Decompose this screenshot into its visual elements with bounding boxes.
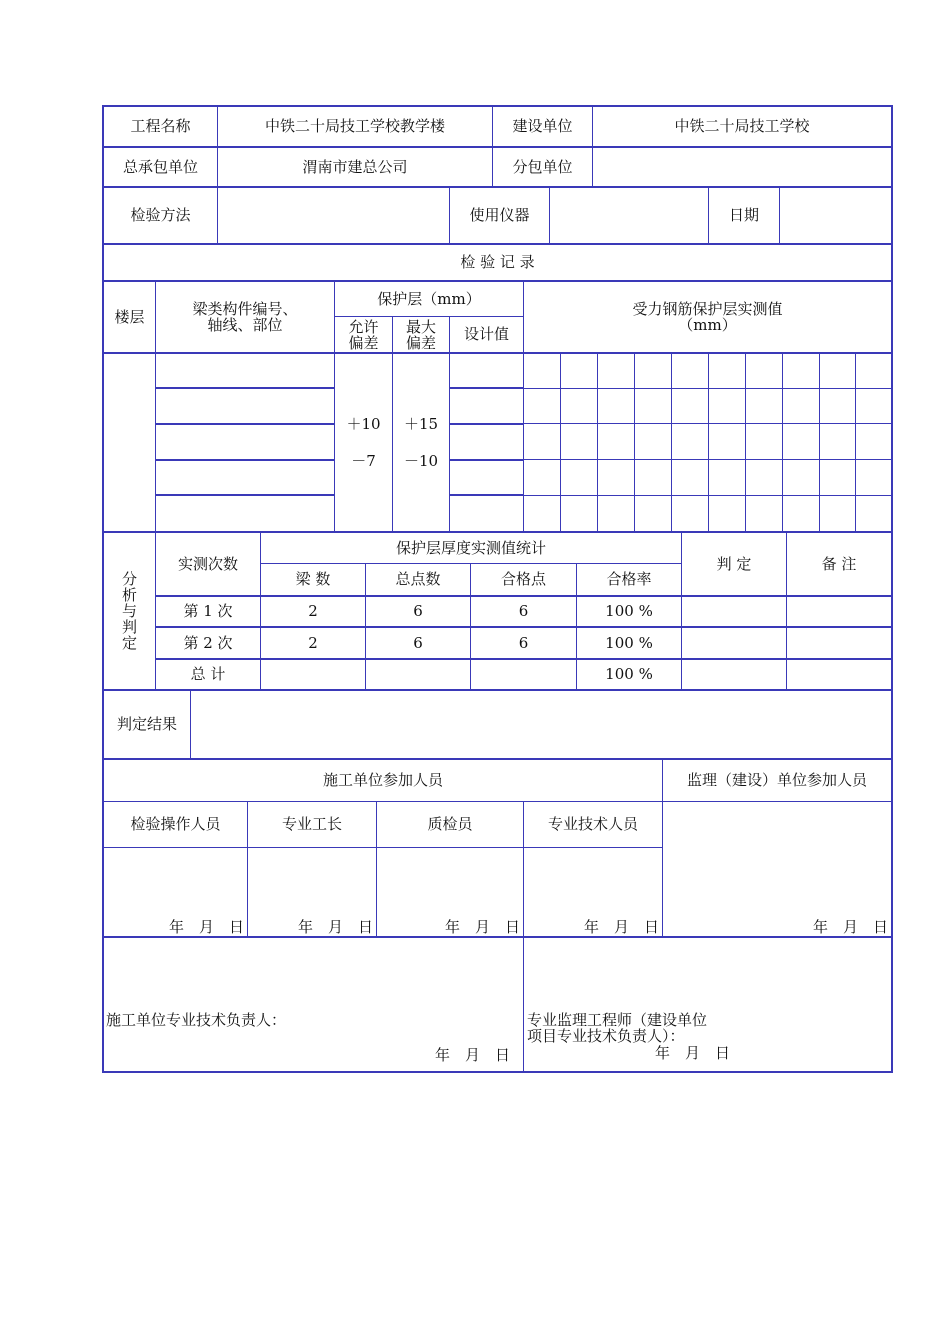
row-divider (449, 459, 523, 461)
row-divider (449, 423, 523, 425)
row-beams (261, 660, 365, 689)
row-pass (471, 660, 576, 689)
col-divider (782, 352, 783, 531)
row-total: 6 (413, 602, 423, 620)
member-label-line1: 梁类构件编号、 (192, 300, 298, 318)
row-divider (155, 494, 334, 496)
col-rate: 合格率 (606, 570, 652, 588)
row-divider (449, 494, 523, 496)
col-divider (671, 352, 672, 531)
measured-label (524, 282, 891, 352)
cover-label: 保护层（mm） (377, 289, 481, 308)
col-beams: 梁 数 (295, 570, 331, 588)
col-divider (819, 352, 820, 531)
analysis-side-label (104, 533, 155, 689)
stats-title: 保护层厚度实测值统计 (395, 538, 546, 557)
project-name-label: 工程名称 (130, 117, 191, 135)
floor-label: 楼层 (114, 307, 145, 326)
construction-tech-lead-label: 施工单位专业技术负责人： (106, 1010, 287, 1029)
row-divider (449, 387, 523, 389)
side-char: 析 (121, 586, 137, 604)
col-divider (708, 352, 709, 531)
subcontractor-value[interactable] (593, 148, 891, 186)
col-divider (597, 352, 598, 531)
row-total (366, 660, 470, 689)
contractor-value: 渭南市建总公司 (302, 157, 408, 176)
max-plus: ＋15 (403, 414, 439, 433)
row-divider (155, 423, 334, 425)
technician-date: 年 月 日 (583, 917, 659, 936)
row-rate: 100 % (605, 665, 653, 683)
col-divider (523, 936, 524, 1072)
row-beams: 2 (308, 602, 318, 620)
row-divider (102, 847, 663, 848)
table-border-bottom (102, 1071, 893, 1073)
col-divider (634, 352, 635, 531)
col-pass: 合格点 (500, 570, 546, 588)
method-value[interactable] (218, 188, 449, 243)
allow-deviation-label (335, 317, 392, 352)
col-total: 总点数 (395, 570, 441, 588)
row-total: 6 (413, 633, 423, 652)
record-title: 检 验 记 录 (460, 253, 535, 271)
measured-line2: （mm） (678, 316, 737, 334)
col-divider (745, 352, 746, 531)
foreman-label: 专业工长 (281, 815, 342, 833)
side-char: 定 (121, 634, 137, 652)
foreman-date: 年 月 日 (297, 917, 373, 936)
project-name-value: 中铁二十局技工学校教学楼 (264, 117, 445, 135)
builder-label: 建设单位 (512, 117, 573, 135)
supervision-line1: 专业监理工程师（建设单位 (527, 1011, 708, 1029)
allow-line2: 偏差 (348, 333, 379, 352)
row-divider (102, 352, 893, 354)
row-rate: 100 % (605, 602, 653, 620)
row-beams: 2 (308, 633, 318, 652)
instrument-label: 使用仪器 (469, 206, 530, 224)
count-label: 实测次数 (177, 554, 238, 573)
measured-line1: 受力钢筋保护层实测值 (632, 300, 783, 318)
builder-value: 中铁二十局技工学校 (674, 117, 810, 135)
row-label: 第 1 次 (183, 602, 233, 620)
max-line2: 偏差 (405, 333, 436, 352)
result-label: 判定结果 (116, 715, 177, 733)
note-label: 备 注 (821, 554, 857, 573)
date-value[interactable] (780, 188, 891, 243)
operator-label: 检验操作人员 (130, 815, 221, 833)
member-label-line2: 轴线、部位 (207, 316, 283, 334)
side-char: 与 (121, 602, 137, 620)
row-pass: 6 (518, 633, 529, 652)
row-divider (155, 387, 334, 389)
member-label (156, 282, 334, 352)
inspector-label: 质检员 (427, 815, 473, 833)
judge-label: 判 定 (716, 554, 752, 573)
row-divider (155, 459, 334, 461)
side-char: 判 (121, 618, 137, 636)
supervision-engineer-date: 年 月 日 (654, 1043, 730, 1062)
supervision-title: 监理（建设）单位参加人员 (686, 771, 867, 789)
col-divider (855, 352, 856, 531)
date-label: 日期 (728, 206, 759, 224)
design-value-label: 设计值 (463, 325, 509, 343)
row-pass: 6 (518, 602, 529, 620)
max-line1: 最大 (405, 317, 436, 336)
method-label: 检验方法 (130, 206, 191, 224)
contractor-label: 总承包单位 (122, 157, 198, 176)
row-rate: 100 % (605, 633, 653, 652)
operator-date: 年 月 日 (168, 917, 244, 936)
allow-plus: ＋10 (346, 414, 381, 433)
inspector-date: 年 月 日 (444, 917, 520, 936)
row-label: 总 计 (190, 665, 226, 683)
construction-tech-lead-date: 年 月 日 (434, 1045, 510, 1064)
allow-minus: －7 (351, 451, 376, 470)
instrument-value[interactable] (550, 188, 708, 243)
construction-title: 施工单位参加人员 (322, 771, 443, 789)
col-divider (560, 352, 561, 531)
max-minus: －10 (403, 451, 439, 470)
supervision-engineer-label (527, 1011, 757, 1045)
supervision-date: 年 月 日 (812, 917, 888, 936)
supervision-line2: 项目专业技术负责人）： (527, 1027, 685, 1045)
max-deviation-label (393, 317, 449, 352)
row-divider (102, 936, 893, 938)
row-label: 第 2 次 (183, 633, 233, 652)
subcontractor-label: 分包单位 (512, 157, 573, 176)
table-border-right (891, 105, 893, 1073)
side-char: 分 (121, 570, 137, 588)
allow-line1: 允许 (348, 317, 379, 336)
technician-label: 专业技术人员 (547, 815, 638, 833)
result-value[interactable] (191, 691, 891, 758)
